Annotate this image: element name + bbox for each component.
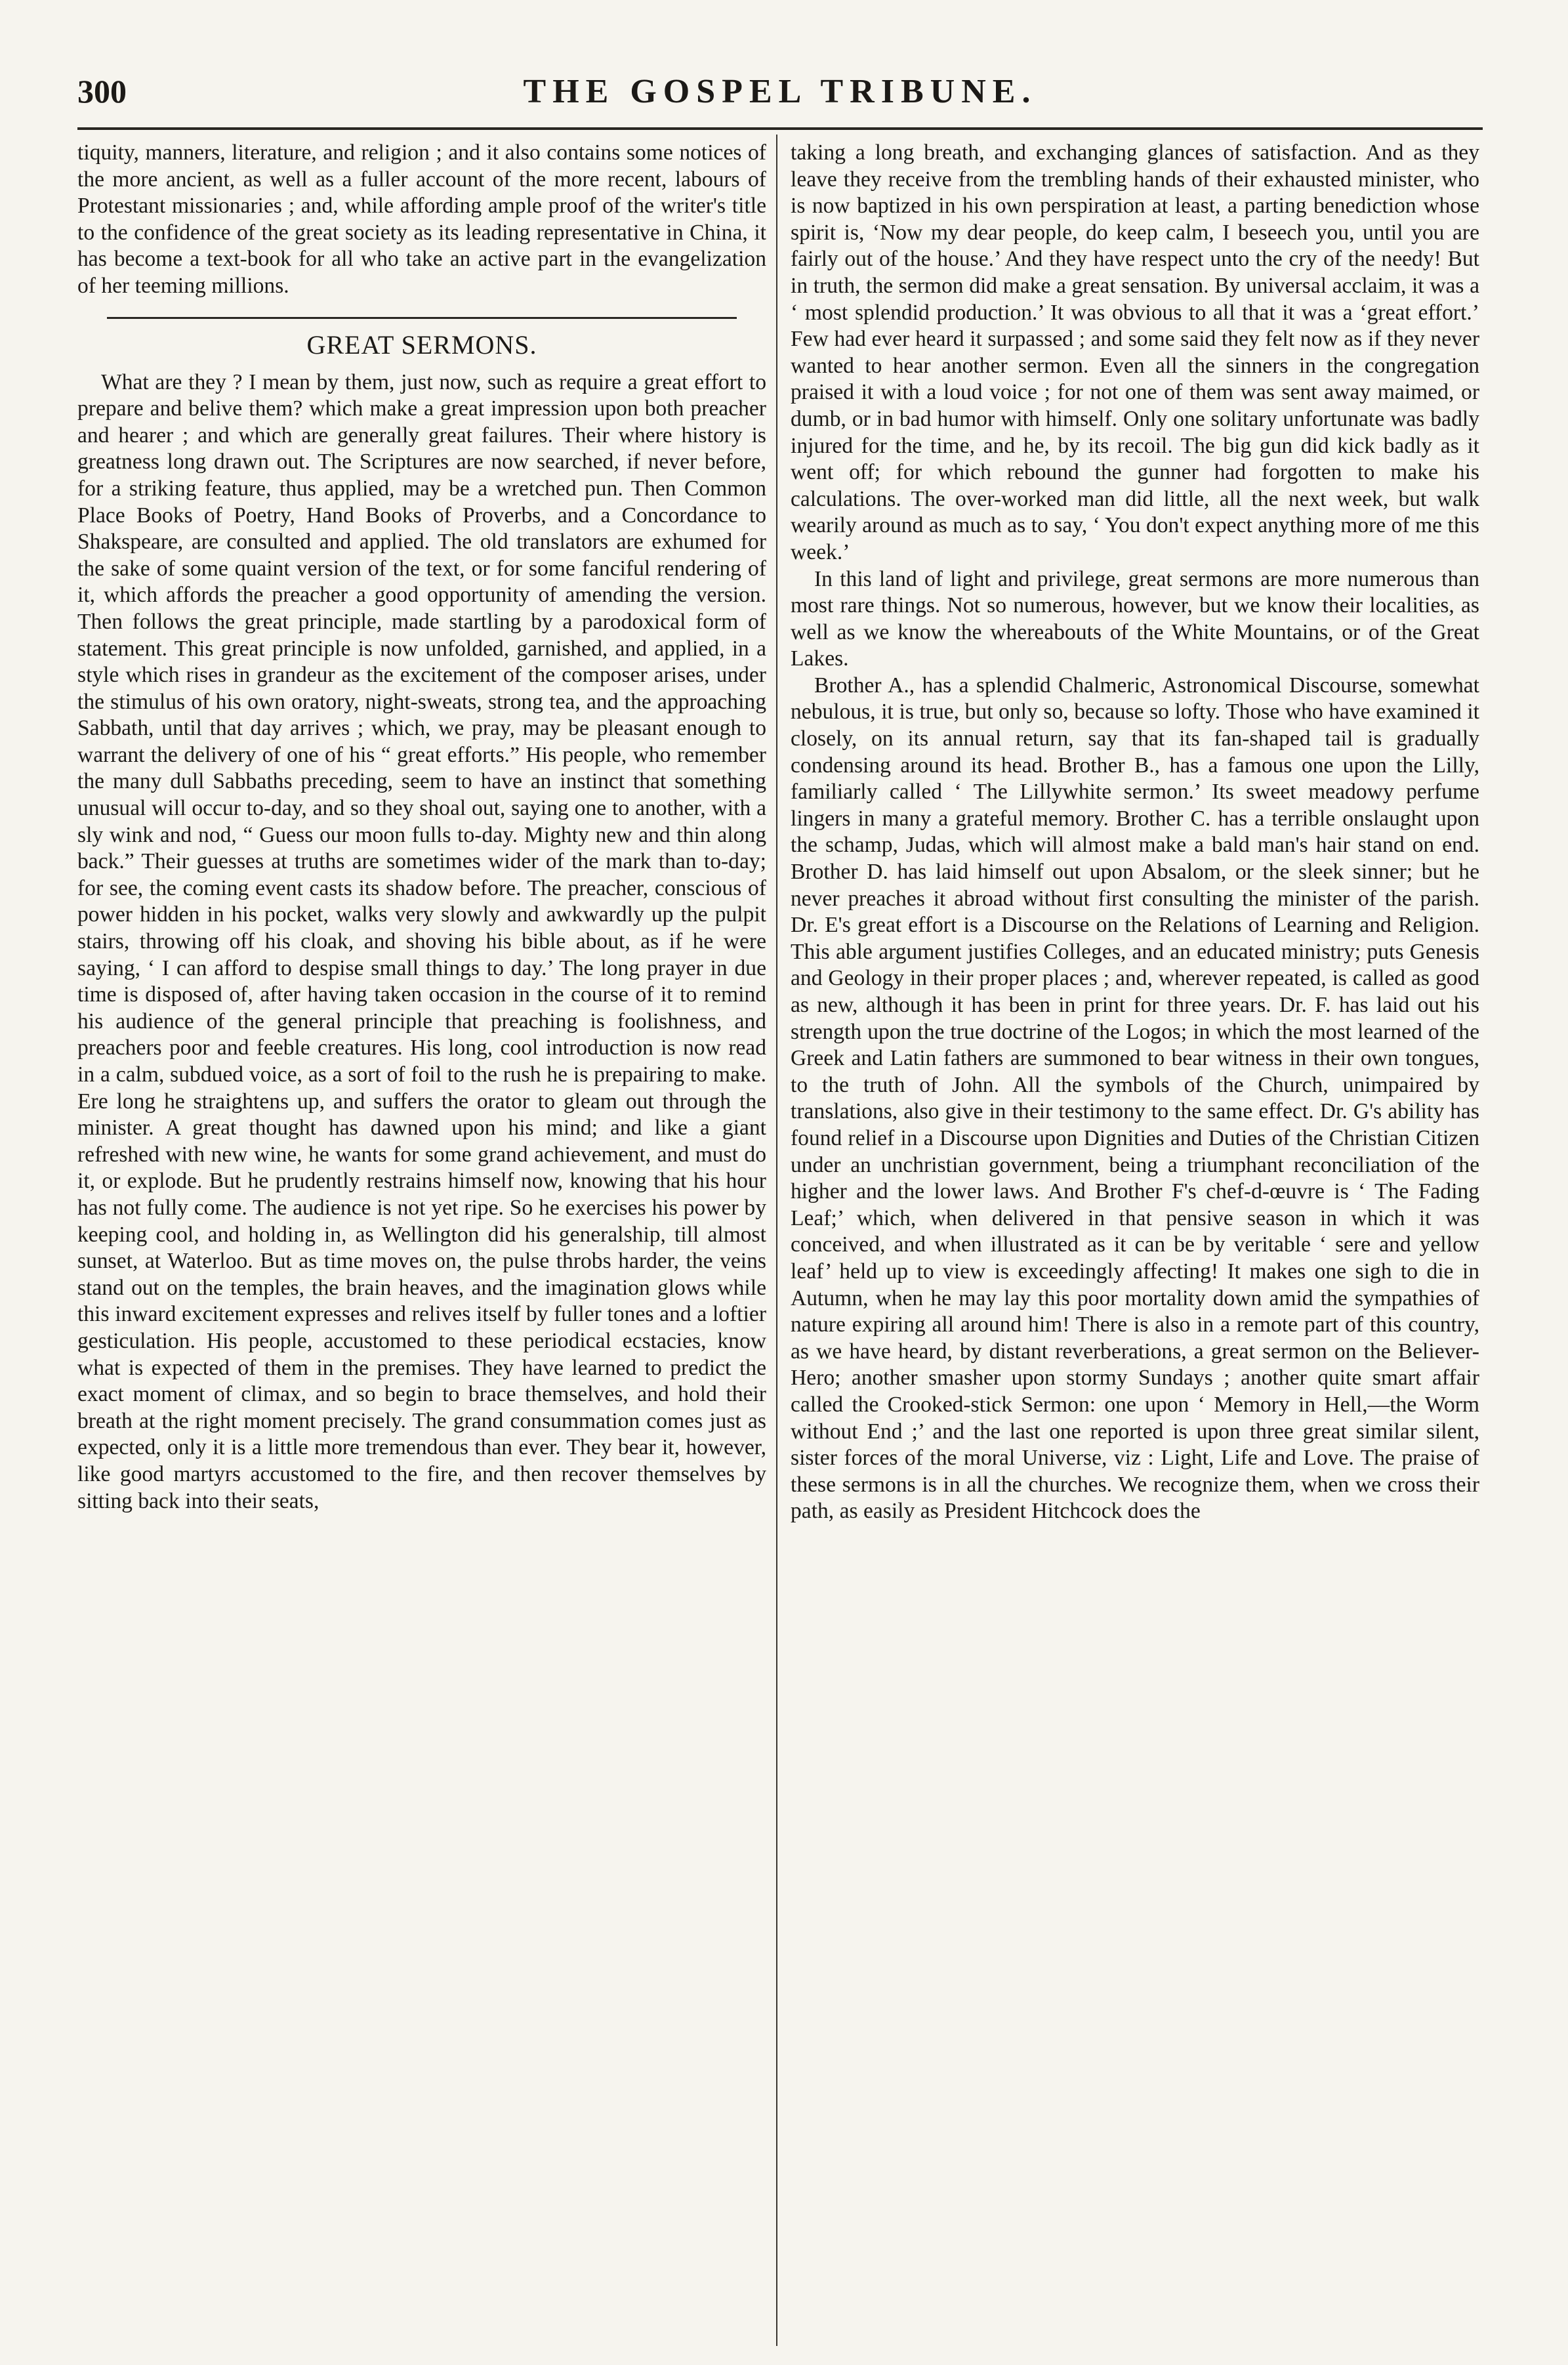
header-rule — [77, 127, 1483, 130]
paragraph-brothers-sermons: Brother A., has a splendid Chalmeric, Astronomical Discourse, somewhat nebulous, it is true, but only so, because so lofty. Those who have examined it closely, on its annual return, say that its fan-shaped tail is gradually condensing around its head. Brother B., has a famous one upon the Lilly, familiarly called ‘ The Lillywhite sermon.’ Its sweet meadowy perfume lingers in many a grateful memory. Brother C. has a terrible onslaught upon the schamp, Judas, which will almost make a bald man's hair stand on end. Brother D. has laid himself out upon Absalom, or the sleek sinner; but he never preaches it abroad without first consulting the minister of the parish. Dr. E's great effort is a Discourse on the Relations of Learning and Religion. This able argument justifies Colleges, and an educated ministry; puts Genesis and Geology in their proper places ; and, wherever repeated, is called as good as new, although it has been in print for three years. Dr. F. has laid out his strength upon the true doctrine of the Logos; in which the most learned of the Greek and Latin fathers are summoned to bear witness in their own tongues, to the truth of John. All the symbols of the Church, unimpaired by translations, also give in their testimony to the same effect. Dr. G's ability has found relief in a Discourse upon Dignities and Duties of the Christian Citizen under an unchristian government, being a triumphant reconciliation of the higher and the lower laws. And Brother F's chef-d-œuvre is ‘ The Fading Leaf;’ which, when delivered in that pensive season in which it was conceived, and when illustrated as it can be by veritable ‘ sere and yellow leaf’ held up to view is exceedingly affecting! It makes one sigh to die in Autumn, when he may lay this poor mortality down amid the sympathies of nature expiring all around him! There is also in a remote part of this country, as we have heard, by distant reverberations, a great sermon on the Believer-Hero; another smasher upon stormy Sundays ; another quite smart affair called the Crooked-stick Sermon: one upon ‘ Memory in Hell,—the Worm without End ;’ and the last one reported is upon three great similar silent, sister forces of the moral Universe, viz : Light, Life and Love. The praise of these sermons is in all the churches. We recognize them, when we cross their path, as easily as President Hitchcock does the — [791, 673, 1479, 1524]
section-divider-rule — [107, 317, 737, 319]
left-column — [77, 140, 766, 2345]
right-column — [791, 140, 1479, 2345]
paragraph-land-of-light: In this land of light and privilege, great sermons are more numerous than most rare things. Not so numerous, however, but we know their localities, as well as we know the whereabouts of the White Mountains, or of the Great Lakes. — [791, 566, 1479, 671]
paragraph-great-sermons-intro: What are they ? I mean by them, just now, such as require a great effort to prepare and belive them? which make a great impression upon both preacher and hearer ; and which are generally great failures. Their where history is greatness long drawn out. The Scriptures are now searched, if never before, for a striking feature, thus applied, may be a wretched pun. Then Common Place Books of Poetry, Hand Books of Proverbs, and a Concordance to Shakspeare, are consulted and applied. The old translators are exhumed for the sake of some quaint version of the text, or for some fanciful rendering of it, which affords the preacher a good opportunity of amending the version. Then follows the great principle, made startling by a parodoxical form of statement. This great principle is now unfolded, garnished, and applied, in a style which rises in grandeur as the excitement of the composer arises, under the stimulus of his own oratory, night-sweats, strong tea, and the approaching Sabbath, until that day arrives ; which, we pray, may be pleasant enough to warrant the delivery of one of his “ great efforts.” His people, who remember the many dull Sabbaths preceding, seem to have an instinct that something unusual will occur to-day, and so they shoal out, saying one to another, with a sly wink and nod, “ Guess our moon fulls to-day. Mighty new and thin along back.” Their guesses at truths are sometimes wider of the mark than to-day; for see, the coming event casts its shadow before. The preacher, conscious of power hidden in his pocket, walks very slowly and awkwardly up the pulpit stairs, throwing off his cloak, and shoving his bible about, as if he were saying, ‘ I can afford to despise small things to day.’ The long prayer in due time is disposed of, after having taken occasion in the course of it to remind his audience of the general principle that preaching is foolishness, and preachers poor and feeble creatures. His long, cool introduction is now read in a calm, subdued voice, as a sort of foil to the rush he is prepairing to make. Ere long he straightens up, and suffers the orator to gleam out through the minister. A great thought has dawned upon his mind; and like a giant refreshed with new wine, he wants for some grand achievement, and must do it, or explode. But he prudently restrains himself now, knowing that his hour has not fully come. The audience is not yet ripe. So he exercises his power by keeping cool, and holding in, as Wellington did his generalship, till almost sunset, at Waterloo. But as time moves on, the pulse throbs harder, the veins stand out on the temples, the brain heaves, and the imagination glows while this inward excitement expresses and relives itself by fuller tones and a loftier gesticulation. His people, accustomed to these periodical ecstacies, know what is expected of them in the premises. They have learned to predict the exact moment of climax, and so begin to brace themselves, and hold their breath at the right moment precisely. The grand consummation comes just as expected, only it is a little more tremendous than ever. They bear it, however, like good martyrs accustomed to the fire, and then recover themselves by sitting back into their seats, — [77, 369, 766, 1513]
column-divider — [776, 135, 777, 2346]
page-header — [77, 72, 1483, 125]
paragraph-great-sermons-continued: taking a long breath, and exchanging glances of satisfaction. And as they leave they receive from the trembling hands of their exhausted minister, who is now baptized in his own perspiration at least, a parting benediction whose spirit is, ‘Now my dear people, do keep calm, I beseech you, until you are fairly out of the house.’ And they have respect unto the cry of the needy! But in truth, the sermon did make a great sensation. By universal acclaim, it was a ‘ most splendid production.’ It was obvious to all that it was a ‘great effort.’ Few had ever heard it surpassed ; and some said they felt now as if they never wanted to hear another sermon. Even all the sinners in the congregation praised it with a loud voice ; for not one of them was sent away maimed, or dumb, or in bad humor with himself. Only one solitary unfortunate was badly injured for the time, and he, by its recoil. The big gun did kick badly as it went off; for which rebound the gunner had forgotten to make his calculations. The over-worked man did little, all the next week, but walk wearily around as much as to say, ‘ You don't expect anything more of me this week.’ — [791, 140, 1479, 564]
paragraph-china-book-review: tiquity, manners, literature, and religion ; and it also contains some notices of the more ancient, as well as a fuller account of the more recent, labours of Protestant missionaries ; and, while affording ample proof of the writer's title to the confidence of the great society as its leading representative in China, it has become a text-book for all who take an active part in the evangelization of her teeming millions. — [77, 140, 766, 298]
page-number: 300 — [77, 73, 127, 110]
section-heading-great-sermons: GREAT SERMONS. — [306, 329, 537, 360]
running-title: THE GOSPEL TRIBUNE. — [523, 73, 1037, 110]
